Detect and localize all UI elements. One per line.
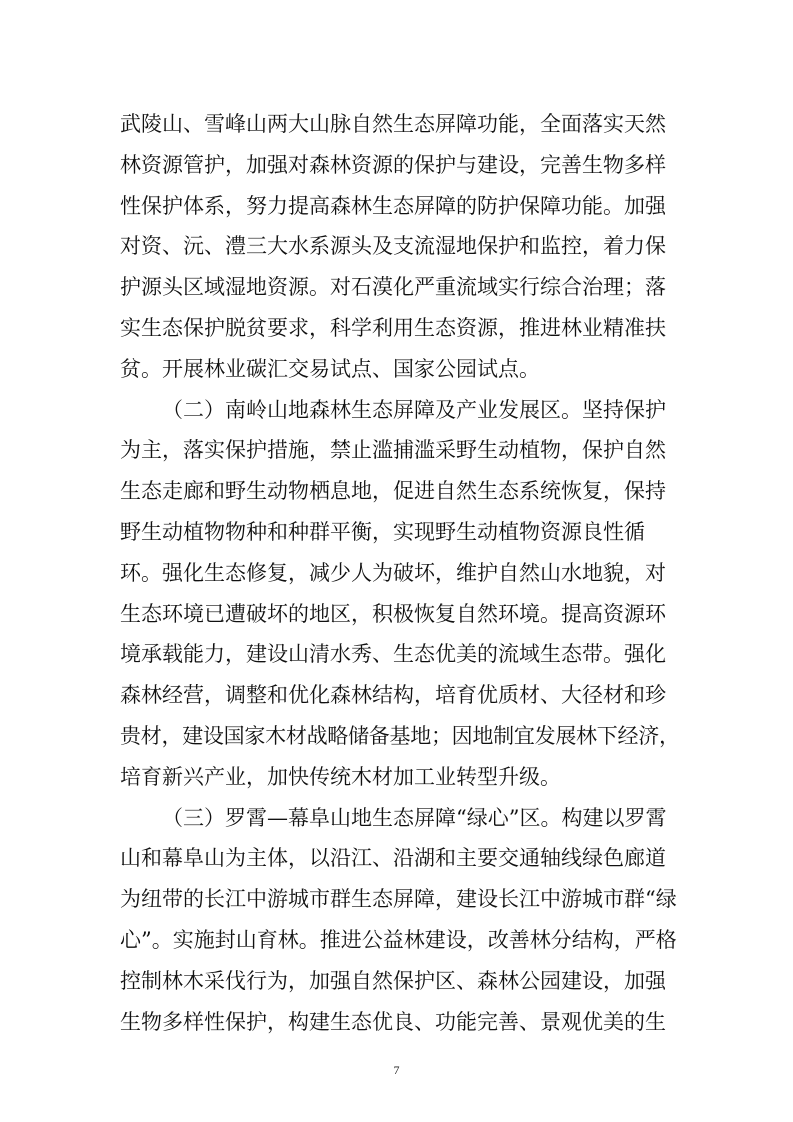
text-line: 性保护体系，努力提高森林生态屏障的防护保障功能。加强: [120, 193, 666, 218]
text-line: 生态环境已遭破坏的地区，积极恢复自然环境。提高资源环: [120, 601, 666, 626]
text-line: 森林经营，调整和优化森林结构，培育优质材、大径材和珍: [120, 683, 666, 708]
paragraph-first-line: （二）南岭山地森林生态屏障及产业发展区。坚持保护: [162, 397, 666, 422]
text-line: 护源头区域湿地资源。对石漠化严重流域实行综合治理；落: [120, 275, 666, 300]
text-line: 控制林木采伐行为，加强自然保护区、森林公园建设，加强: [120, 968, 666, 993]
text-line: 野生动植物物种和种群平衡，实现野生动植物资源良性循: [120, 519, 645, 544]
text-line: 生物多样性保护，构建生态优良、功能完善、景观优美的生: [120, 1009, 666, 1034]
text-line: 武陵山、雪峰山两大山脉自然生态屏障功能，全面落实天然: [120, 112, 666, 136]
text-line: 为主，落实保护措施，禁止滥捕滥采野生动植物，保护自然: [120, 438, 666, 463]
text-line: 环。强化生态修复，减少人为破坏，维护自然山水地貌，对: [120, 560, 666, 585]
text-line: 贵材，建设国家木材战略储备基地；因地制宜发展林下经济，: [120, 723, 680, 748]
text-line: 贫。开展林业碳汇交易试点、国家公园试点。: [120, 356, 540, 381]
text-line: 林资源管护，加强对森林资源的保护与建设，完善生物多样: [120, 152, 666, 177]
body-text: [120, 104, 680, 1042]
text-line: 山和幕阜山为主体，以沿江、沿湖和主要交通轴线绿色廊道: [120, 846, 666, 871]
text-line: 培育新兴产业，加快传统木材加工业转型升级。: [120, 764, 561, 789]
paragraph-first-line: （三）罗霄—幕阜山地生态屏障“绿心”区。构建以罗霄: [162, 805, 667, 830]
text-line: 为纽带的长江中游城市群生态屏障，建设长江中游城市群“绿: [120, 887, 677, 912]
text-line: 心”。实施封山育林。推进公益林建设，改善林分结构，严格: [120, 927, 677, 952]
text-line: 生态走廊和野生动物栖息地，促进自然生态系统恢复，保持: [120, 479, 666, 504]
text-line: 对资、沅、澧三大水系源头及支流湿地保护和监控，着力保: [120, 234, 666, 259]
text-line: 实生态保护脱贫要求，科学利用生态资源，推进林业精准扶: [120, 315, 666, 340]
page-number: 7: [393, 1063, 400, 1077]
text-line: 境承载能力，建设山清水秀、生态优美的流域生态带。强化: [120, 642, 666, 667]
